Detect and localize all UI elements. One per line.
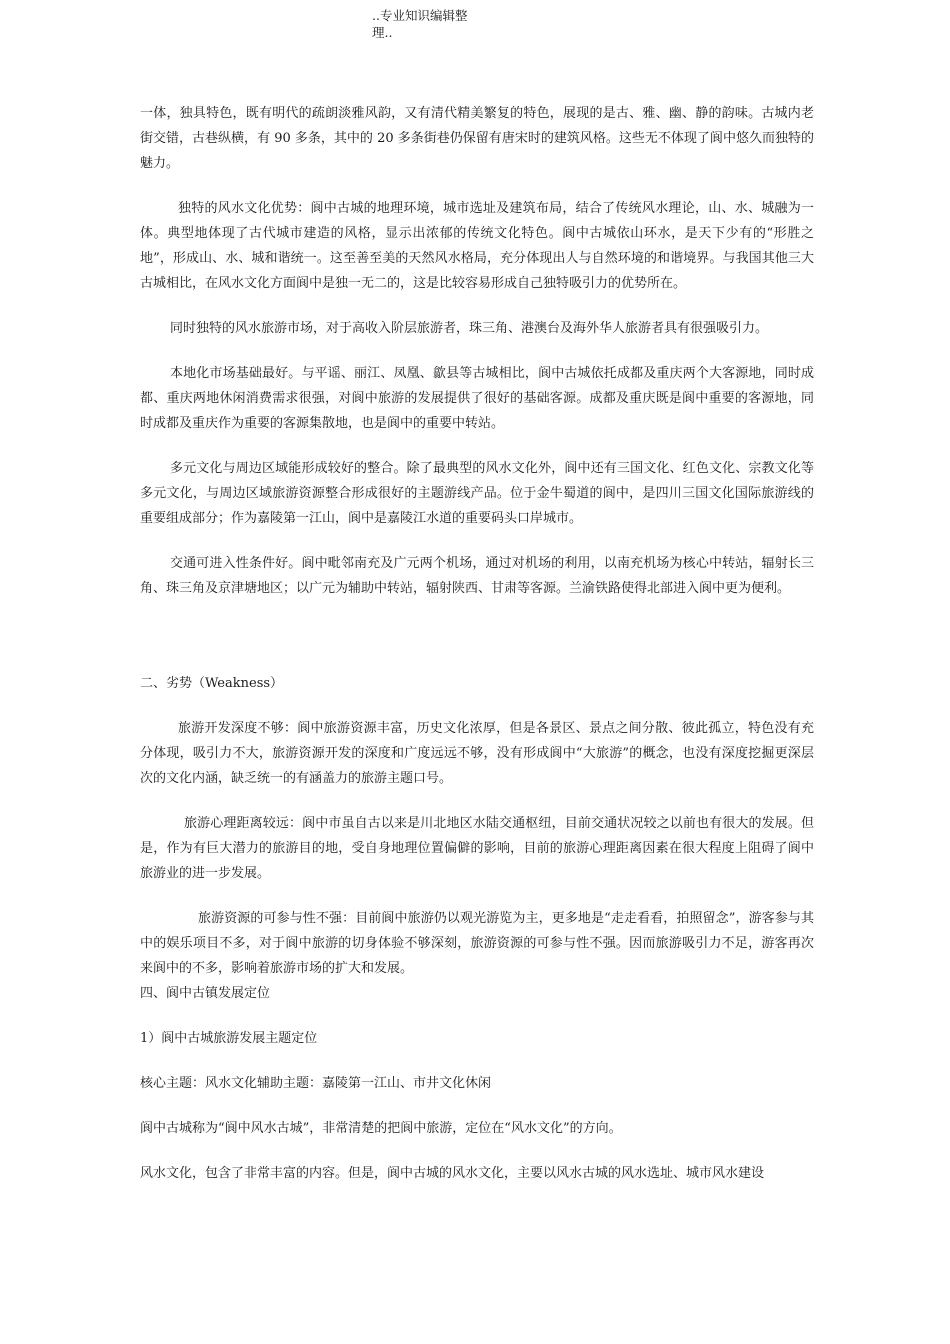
- paragraph-ancient-city-character: 一体，独具特色，既有明代的疏朗淡雅风韵，又有清代精美繁复的特色，展现的是古、雅、幽、静的韵味。古城内老街交错，古巷纵横，有 90 多条，其中的 20 多条街巷仍保留有唐宋时的建筑风格。这些无不体现了阆中悠久而独特的魅力。: [140, 106, 814, 171]
- paragraph-transportation: 交通可进入性条件好。阆中毗邻南充及广元两个机场，通过对机场的利用，以南充机场为核心中转站，辐射长三角、珠三角及京津塘地区；以广元为辅助中转站，辐射陕西、甘肃等客源。兰渝铁路使得北部进入阆中更为便利。: [140, 556, 814, 596]
- header-line-2: 理..: [372, 25, 393, 40]
- paragraph-psychological-distance: 旅游心理距离较远：阆中市虽自古以来是川北地区水陆交通枢纽，目前交通状况较之以前也有很大的发展。但是，作为有巨大潜力的旅游目的地，受自身地理位置偏僻的影响，目前的旅游心理距离因素在很大程度上阻碍了阆中旅游业的进一步发展。: [140, 816, 814, 881]
- document-body: [140, 101, 814, 1186]
- paragraph-multicultural: 多元文化与周边区域能形成较好的整合。除了最典型的风水文化外，阆中还有三国文化、红色文化、宗教文化等多元文化，与周边区域旅游资源整合形成很好的主题游线产品。位于金牛蜀道的阆中，是四川三国文化国际旅游线的重要组成部分；作为嘉陵第一江山，阆中是嘉陵江水道的重要码头口岸城市。: [140, 461, 814, 526]
- paragraph-fengshui-culture: 风水文化，包含了非常丰富的内容。但是，阆中古城的风水文化，主要以风水古城的风水选址、城市风水建设: [140, 1166, 765, 1181]
- paragraph-core-theme: 核心主题：风水文化辅助主题：嘉陵第一江山、市井文化休闲: [140, 1076, 492, 1091]
- paragraph-fengshui-advantage: 独特的风水文化优势：阆中古城的地理环境，城市选址及建筑布局，结合了传统风水理论，山、水、城融为一体。典型地体现了古代城市建造的风格，显示出浓郁的传统文化特色。阆中古城依山环水，是天下少有的“形胜之地”，形成山、水、城和谐统一。这至善至美的天然风水格局，充分体现出人与自然环境的和谐境界。与我国其他三大古城相比，在风水文化方面阆中是独一无二的，这是比较容易形成自己独特吸引力的优势所在。: [140, 201, 814, 291]
- paragraph-local-market: 本地化市场基础最好。与平谣、丽江、凤凰、歙县等古城相比，阆中古城依托成都及重庆两个大客源地，同时成都、重庆两地休闲消费需求很强，对阆中旅游的发展提供了很好的基础客源。成都及重庆既是阆中重要的客源地，同时成都及重庆作为重要的客源集散地，也是阆中的重要中转站。: [140, 366, 814, 431]
- page-header: [372, 7, 492, 41]
- paragraph-development-depth: 旅游开发深度不够：阆中旅游资源丰富，历史文化浓厚，但是各景区、景点之间分散、彼此孤立，特色没有充分体现，吸引力不大，旅游资源开发的深度和广度远远不够，没有形成阆中“大旅游”的概念，也没有深度挖掘更深层次的文化内涵，缺乏统一的有涵盖力的旅游主题口号。: [140, 721, 814, 786]
- section-heading-weakness: 二、劣势（Weakness）: [140, 676, 284, 691]
- paragraph-city-name: 阆中古城称为“阆中风水古城”，非常清楚的把阆中旅游，定位在“风水文化”的方向。: [140, 1121, 622, 1136]
- subheading-theme-positioning: 1）阆中古城旅游发展主题定位: [140, 1031, 318, 1046]
- paragraph-fengshui-market: 同时独特的风水旅游市场，对于高收入阶层旅游者，珠三角、港澳台及海外华人旅游者具有很强吸引力。: [170, 321, 769, 336]
- header-line-1: ..专业知识编辑整: [372, 8, 468, 23]
- section-heading-positioning: 四、阆中古镇发展定位: [140, 986, 271, 1001]
- paragraph-participation: 旅游资源的可参与性不强：目前阆中旅游仍以观光游览为主，更多地是“走走看看，拍照留念”，游客参与其中的娱乐项目不多，对于阆中旅游的切身体验不够深刻，旅游资源的可参与性不强。因而旅游吸引力不足，游客再次来阆中的不多，影响着旅游市场的扩大和发展。: [140, 911, 814, 976]
